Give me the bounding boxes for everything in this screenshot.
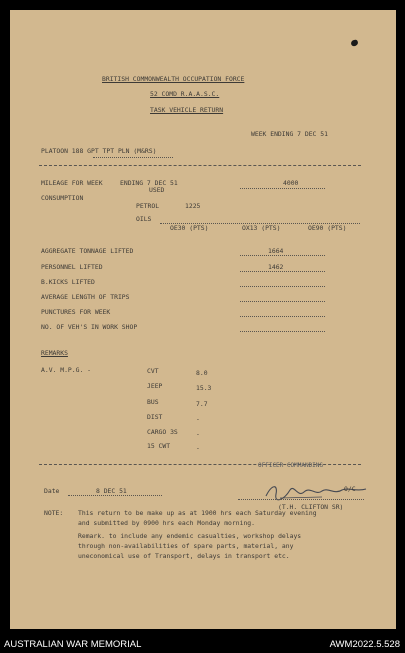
row-dots-1 [240, 271, 325, 272]
mileage-label: MILEAGE FOR WEEK [41, 179, 103, 187]
mpg-label: A.V. M.P.G. - [41, 366, 92, 374]
heading-force: BRITISH COMMONWEALTH OCCUPATION FORCE [102, 75, 245, 83]
row-dots-2 [240, 286, 325, 287]
platoon-dots [93, 157, 173, 158]
row-label-4: PUNCTURES FOR WEEK [41, 308, 111, 316]
remark-line-3: uneconomical use of Transport, delays in transport etc. [78, 552, 290, 560]
date-value: 8 DEC 51 [96, 487, 127, 495]
divider-top [39, 165, 361, 166]
remark-value-3: - [196, 415, 200, 423]
mileage-dots [240, 188, 325, 189]
remark-value-5: - [196, 444, 200, 452]
archive-footer [0, 637, 405, 653]
footer-institution: AUSTRALIAN WAR MEMORIAL [4, 639, 142, 650]
date-dots [68, 495, 162, 496]
row-label-1: PERSONNEL LIFTED [41, 263, 103, 271]
mileage-ending: ENDING 7 DEC 51 [120, 179, 178, 187]
row-label-3: AVERAGE LENGTH OF TRIPS [41, 293, 130, 301]
remark-name-4: CARGO 3S [147, 428, 178, 436]
remark-name-1: JEEP [147, 382, 163, 390]
remark-name-5: 15 CWT [147, 442, 171, 450]
remark-value-1: 15.3 [196, 384, 212, 392]
signature-dots [238, 499, 364, 500]
heading-command: 52 COMD R.A.A.S.C. [150, 90, 220, 98]
document-page [10, 10, 396, 629]
remark-line-1: Remark. to include any endemic casualties, workshop delays [78, 532, 302, 540]
footer-accession: AWM2022.5.528 [329, 639, 400, 650]
oils-label: OILS [136, 215, 152, 223]
row-dots-4 [240, 316, 325, 317]
remark-value-2: 7.7 [196, 400, 208, 408]
note-label: NOTE: [44, 509, 64, 517]
row-label-0: AGGREGATE TONNAGE LIFTED [41, 247, 134, 255]
remarks-heading: REMARKS [41, 349, 68, 357]
row-dots-0 [240, 255, 325, 256]
row-label-5: NO. OF VEH'S IN WORK SHOP [41, 323, 138, 331]
signatory-name: (T.H. CLIFTON SR) [278, 503, 344, 511]
remark-name-2: BUS [147, 398, 159, 406]
platoon-line: PLATOON 188 GPT TPT PLN (M&RS) [41, 147, 157, 155]
ink-blot [350, 39, 359, 47]
remark-line-2: through non-availabilities of spare parts, material, any [78, 542, 294, 550]
signatory-rank: O/C [344, 485, 356, 493]
row-dots-5 [240, 331, 325, 332]
row-dots-3 [240, 301, 325, 302]
row-value-0: 1664 [268, 247, 284, 255]
oil-ox13: OX13 (PTS) [242, 224, 281, 232]
petrol-value: 1225 [185, 202, 201, 210]
date-label: Date [44, 487, 60, 495]
remark-value-4: - [196, 430, 200, 438]
note-line-2: and submitted by 0900 hrs each Monday morning. [78, 519, 255, 527]
officer-stamp: OFFICER COMMANDING [258, 462, 324, 469]
remark-name-0: CVT [147, 367, 159, 375]
consumption-label: CONSUMPTION [41, 194, 84, 202]
remark-name-3: DIST [147, 413, 163, 421]
oil-oe30: OE30 (PTS) [170, 224, 209, 232]
heading-return: TASK VEHICLE RETURN [150, 106, 224, 114]
oil-oe90: OE90 (PTS) [308, 224, 347, 232]
mileage-used: USED [149, 186, 165, 194]
row-value-1: 1462 [268, 263, 284, 271]
remark-value-0: 8.0 [196, 369, 208, 377]
week-ending: WEEK ENDING 7 DEC 51 [251, 130, 328, 138]
mileage-value: 4000 [283, 179, 299, 187]
petrol-label: PETROL [136, 202, 160, 210]
note-line-1: This return to be make up as at 1900 hrs each Saturday evening [78, 509, 317, 517]
row-label-2: B.KICKS LIFTED [41, 278, 95, 286]
